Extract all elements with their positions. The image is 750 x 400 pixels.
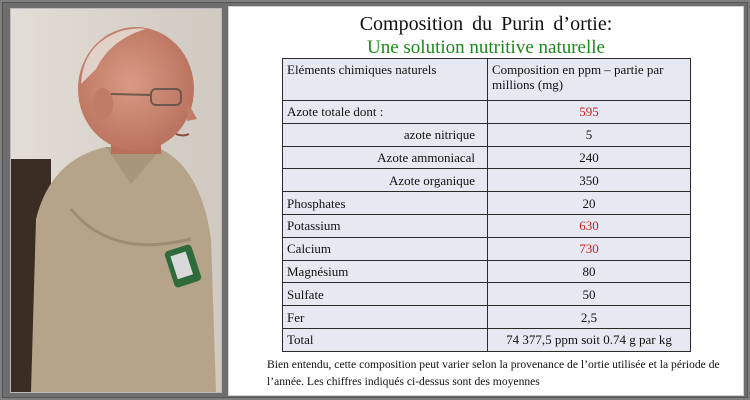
value-cell: 630 <box>488 214 691 237</box>
table-header-row <box>283 59 691 101</box>
table-row <box>283 146 691 169</box>
value-cell: 5 <box>488 123 691 146</box>
value-cell: 595 <box>488 101 691 124</box>
table-row <box>283 101 691 124</box>
table-row <box>283 306 691 329</box>
table-row <box>283 260 691 283</box>
value-cell: 2,5 <box>488 306 691 329</box>
table-row <box>283 214 691 237</box>
element-cell: Azote totale dont : <box>283 101 488 124</box>
value-cell: 50 <box>488 283 691 306</box>
element-cell: Phosphates <box>283 192 488 215</box>
header-elements: Eléments chimiques naturels <box>283 59 488 101</box>
composition-table <box>282 58 691 352</box>
footnote: Bien entendu, cette composition peut varier selon la provenance de l’ortie utilisée et la période de l’année. Les chiffres indiqués ci-dessus sont des moyennes <box>267 358 720 388</box>
slide-panel <box>228 6 744 396</box>
table-row <box>283 237 691 260</box>
table-row <box>283 283 691 306</box>
table-total-row <box>283 328 691 351</box>
element-cell: Calcium <box>283 237 488 260</box>
element-cell: Magnésium <box>283 260 488 283</box>
value-cell: 240 <box>488 146 691 169</box>
value-cell: 350 <box>488 169 691 192</box>
element-cell: Azote organique <box>283 169 488 192</box>
header-composition: Composition en ppm – partie par millions (mg) <box>488 59 691 101</box>
slide-subtitle: Une solution nutritive naturelle <box>367 37 605 58</box>
element-cell: Fer <box>283 306 488 329</box>
slide-title: Composition du Purin d’ortie: <box>359 13 613 35</box>
value-cell: 80 <box>488 260 691 283</box>
table-row <box>283 192 691 215</box>
element-cell: Potassium <box>283 214 488 237</box>
total-value-cell: 74 377,5 ppm soit 0.74 g par kg <box>488 328 691 351</box>
total-label-cell: Total <box>283 328 488 351</box>
value-cell: 730 <box>488 237 691 260</box>
speaker-photo <box>10 8 222 393</box>
speaker-illustration <box>11 9 221 392</box>
element-cell: Sulfate <box>283 283 488 306</box>
value-cell: 20 <box>488 192 691 215</box>
table-row <box>283 123 691 146</box>
element-cell: Azote ammoniacal <box>283 146 488 169</box>
table-row <box>283 169 691 192</box>
element-cell: azote nitrique <box>283 123 488 146</box>
